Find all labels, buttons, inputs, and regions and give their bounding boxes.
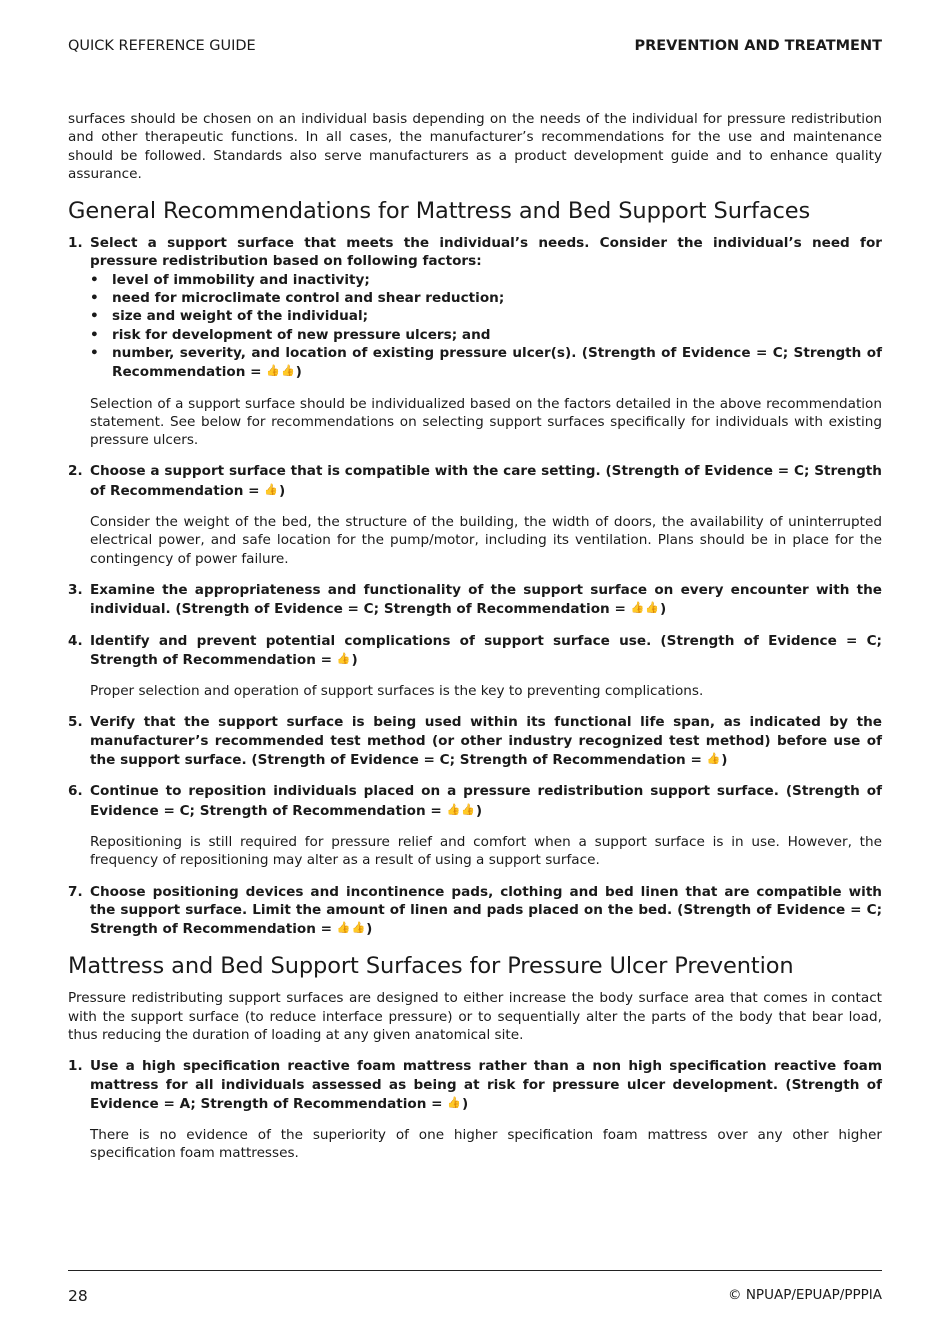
recommendation-number: 6. xyxy=(68,783,83,800)
recommendation-number: 4. xyxy=(68,632,83,649)
copyright-notice: © NPUAP/EPUAP/PPPIA xyxy=(728,1287,882,1303)
factor-list xyxy=(90,271,882,382)
recommendation-text: Continue to reposition individuals placed on a pressure redistribution support surface. (Strength of Evidence = C; Strength of Recommendation = xyxy=(90,783,882,819)
footer-divider xyxy=(68,1270,882,1271)
recommendation-statement: Identify and prevent potential complications of support surface use. (Strength of Evidence = C; Strength of Recommendation = 👍) xyxy=(90,632,882,668)
prevention-recommendations-list xyxy=(68,1057,882,1162)
factor-item: • level of immobility and inactivity; xyxy=(90,271,370,288)
thumbs-up-icon: 👍 xyxy=(447,1095,462,1109)
recommendation-number: 3. xyxy=(68,581,83,598)
bullet-icon: • xyxy=(90,344,99,361)
page-number: 28 xyxy=(68,1287,88,1305)
recommendation-text: Use a high specification reactive foam mattress rather than a non high specification reactive foam mattress for all individuals assessed as being at risk for pressure ulcer development. (Strength of Evidence = A; Strength of Recommendation = xyxy=(90,1058,882,1112)
recommendation-statement: Verify that the support surface is being used within its functional life span, as indicated by the manufacturer’s recommended test method (or other industry recognized test method) before use of the support surface. (Strength of Evidence = C; Strength of Recommendation = 👍) xyxy=(90,714,882,769)
recommendation-note: Proper selection and operation of support surfaces is the key to preventing complications. xyxy=(90,683,704,700)
recommendation-6 xyxy=(68,782,882,869)
recommendation-5 xyxy=(68,713,882,769)
recommendation-note: Repositioning is still required for pressure relief and comfort when a support surface is in use. However, the frequency of repositioning may alter as a result of using a support surface. xyxy=(90,833,882,869)
bullet-icon: • xyxy=(90,308,99,325)
recommendation-note: Consider the weight of the bed, the structure of the building, the width of doors, the availability of uninterrupted electrical power, and safe location for the pump/motor, including its ventilation. Plans should be in place for the contingency of power failure. xyxy=(90,514,882,567)
recommendation-text: Examine the appropriateness and functionality of the support surface on every encounter with the individual. (Strength of Evidence = C; Strength of Recommendation = xyxy=(90,581,882,618)
recommendation-number: 2. xyxy=(68,463,83,480)
recommendation-1 xyxy=(68,234,882,449)
recommendation-number: 5. xyxy=(68,714,83,731)
recommendation-note: There is no evidence of the superiority of one higher specification foam mattress over any other higher specification foam mattresses. xyxy=(90,1127,882,1162)
recommendation-1 xyxy=(68,1057,882,1162)
recommendation-statement: Use a high specification reactive foam mattress rather than a non high specification reactive foam mattress for all individuals assessed as being at risk for pressure ulcer development. (Strength of Evidence = A; Strength of Recommendation = 👍) xyxy=(90,1058,882,1112)
bullet-icon: • xyxy=(90,326,99,343)
thumbs-up-icon: 👍 xyxy=(336,651,352,665)
header-section-title: PREVENTION AND TREATMENT xyxy=(634,38,882,54)
thumbs-up-icon: 👍👍 xyxy=(446,802,476,816)
factor-item: • need for microclimate control and shear reduction; xyxy=(90,290,505,307)
section-intro-paragraph: Pressure redistributing support surfaces are designed to either increase the body surface area that comes in contact with the support surface (to reduce interface pressure) or to sequentially alter the parts of the body that bear load, thus reducing the duration of loading at any given anatomical site. xyxy=(68,990,882,1043)
page-header xyxy=(68,38,882,56)
recommendation-statement: Choose a support surface that is compatible with the care setting. (Strength of Evidence = C; Strength of Recommendation = 👍) xyxy=(90,463,882,499)
bullet-icon: • xyxy=(90,290,99,307)
recommendation-7 xyxy=(68,883,882,939)
factor-item: • number, severity, and location of existing pressure ulcer(s). (Strength of Evidence = C; Strength of Recommendation = 👍👍) xyxy=(90,344,882,381)
page-content xyxy=(68,110,882,1176)
recommendation-statement: Continue to reposition individuals placed on a pressure redistribution support surface. (Strength of Evidence = C; Strength of Recommendation = 👍👍) xyxy=(90,783,882,819)
factor-item: • risk for development of new pressure ulcers; and xyxy=(90,326,491,343)
thumbs-up-icon: 👍 xyxy=(264,482,279,496)
thumbs-up-icon: 👍👍 xyxy=(630,601,660,615)
recommendation-statement: Choose positioning devices and incontinence pads, clothing and bed linen that are compatible with the support surface. Limit the amount of linen and pads placed on the bed. (Strength of Evidence = C; Strength of Recommendation = 👍👍) xyxy=(90,883,882,938)
thumbs-up-icon: 👍 xyxy=(706,752,722,766)
recommendation-text: Verify that the support surface is being used within its functional life span, as indicated by the manufacturer’s recommended test method (or other industry recognized test method) before use of the support surface. (Strength of Evidence = C; Strength of Recommendation = xyxy=(90,714,882,769)
recommendation-3 xyxy=(68,581,882,619)
recommendation-note: Selection of a support surface should be individualized based on the factors detailed in the above recommendation statement. See below for recommendations on selecting support surfaces specifically for individuals with existing pressure ulcers. xyxy=(90,395,882,449)
recommendation-4 xyxy=(68,632,882,701)
recommendation-text: Choose positioning devices and incontinence pads, clothing and bed linen that are compatible with the support surface. Limit the amount of linen and pads placed on the bed. (Strength of Evidence = C; Strength of Recommendation = xyxy=(90,883,882,938)
thumbs-up-icon: 👍👍 xyxy=(336,921,367,935)
recommendation-statement: Examine the appropriateness and functionality of the support surface on every encounter with the individual. (Strength of Evidence = C; Strength of Recommendation = 👍👍) xyxy=(90,581,882,618)
bullet-icon: • xyxy=(90,271,99,288)
header-guide-title: QUICK REFERENCE GUIDE xyxy=(68,38,256,54)
recommendation-2 xyxy=(68,462,882,567)
thumbs-up-icon: 👍👍 xyxy=(266,364,296,378)
general-recommendations-list xyxy=(68,234,882,938)
section-heading-prevention: Mattress and Bed Support Surfaces for Pressure Ulcer Prevention xyxy=(68,953,794,980)
intro-paragraph: surfaces should be chosen on an individual basis depending on the needs of the individual for pressure redistribution and other therapeutic functions. In all cases, the manufacturer’s recommendations for the use and maintenance should be followed. Standards also serve manufacturers as a product development guide and to enhance quality assurance. xyxy=(68,111,882,182)
recommendation-text: Identify and prevent potential complications of support surface use. (Strength of Evidence = C; Strength of Recommendation = xyxy=(90,632,882,668)
recommendation-number: 1. xyxy=(68,235,83,252)
recommendation-number: 7. xyxy=(68,883,83,900)
recommendation-text: Select a support surface that meets the individual’s needs. Consider the individual’s need for pressure redistribution based on following factors: xyxy=(90,235,882,270)
recommendation-number: 1. xyxy=(68,1058,83,1075)
section-heading-general: General Recommendations for Mattress and Bed Support Surfaces xyxy=(68,198,811,225)
factor-item: • size and weight of the individual; xyxy=(90,308,369,325)
recommendation-text: Choose a support surface that is compatible with the care setting. (Strength of Evidence = C; Strength of Recommendation = xyxy=(90,463,882,499)
